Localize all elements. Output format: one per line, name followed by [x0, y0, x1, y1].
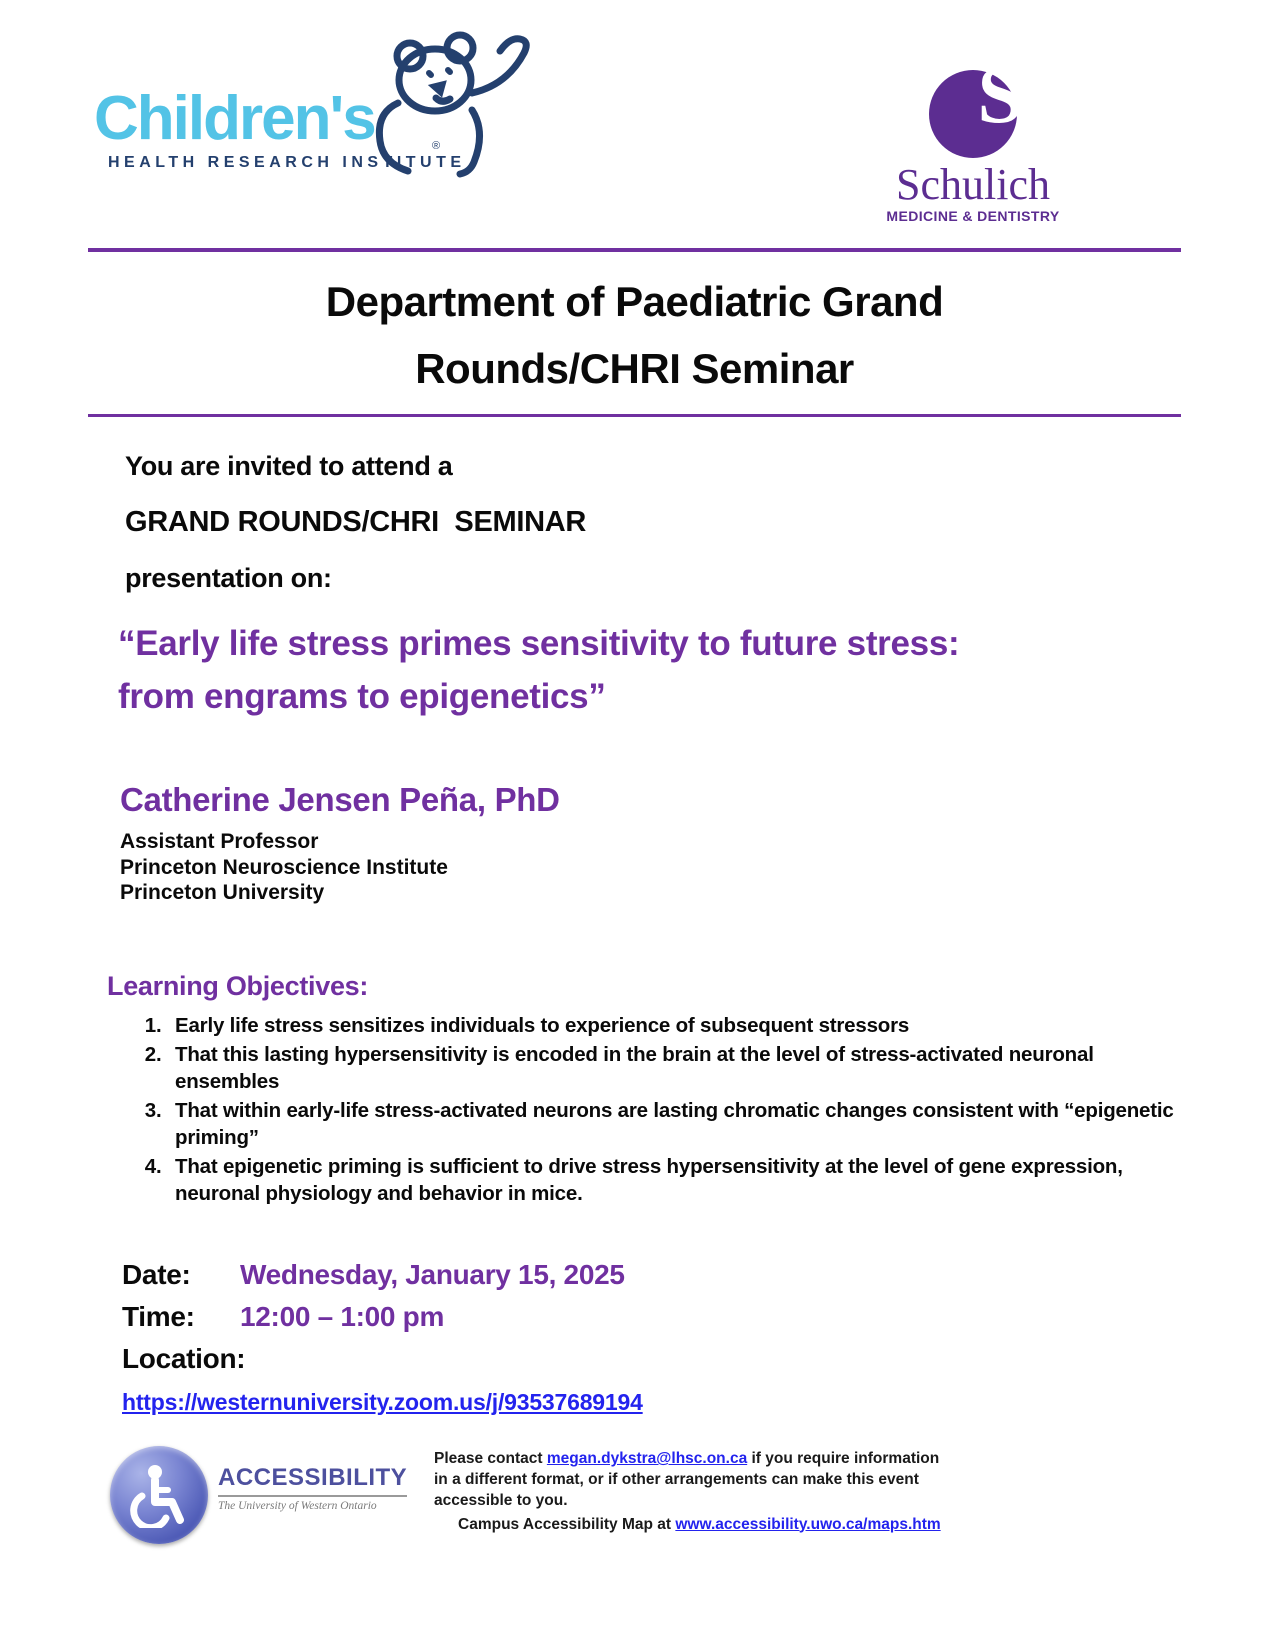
accessibility-sublabel: The University of Western Ontario	[218, 1500, 377, 1513]
event-details	[122, 1259, 1181, 1416]
invite-block	[125, 451, 1181, 594]
invite-line-3: presentation on:	[125, 563, 332, 594]
objectives-heading: Learning Objectives:	[107, 970, 369, 1001]
objective-item: 3. That within early-life stress-activated neurons are lasting chromatic changes consistent with “epigenetic priming”	[167, 1097, 1181, 1151]
registered-mark: ®	[432, 140, 441, 152]
objective-item: 2. That this lasting hypersensitivity is encoded in the brain at the level of stress-activated neuronal ensembles	[167, 1041, 1181, 1095]
divider-under-title	[88, 414, 1181, 417]
invite-line-2: GRAND ROUNDS/CHRI SEMINAR	[125, 506, 587, 539]
schulich-name: Schulich	[896, 160, 1050, 209]
bear-icon	[332, 18, 542, 188]
schulich-tagline: MEDICINE & DENTISTRY	[886, 208, 1060, 225]
date-value: Wednesday, January 15, 2025	[240, 1259, 625, 1291]
talk-title: “Early life stress primes sensitivity to future stress: from engrams to epigenetics”	[118, 624, 960, 716]
contact-text: Please contact megan.dykstra@lhsc.on.ca if you require information in a different format, or if other arrangements can make this event accessible to you.	[434, 1450, 940, 1510]
time-label: Time:	[122, 1301, 195, 1333]
accessibility-label: ACCESSIBILITY	[218, 1464, 407, 1497]
invite-line-1: You are invited to attend a	[125, 451, 453, 482]
speaker-institute: Princeton Neuroscience Institute	[120, 855, 448, 879]
speaker-university: Princeton University	[120, 880, 325, 904]
learning-objectives	[107, 971, 1181, 1207]
date-label: Date:	[122, 1259, 191, 1291]
speaker-block	[120, 781, 1181, 905]
header	[88, 0, 1181, 248]
accessibility-map-link[interactable]: www.accessibility.uwo.ca/maps.htm	[675, 1515, 941, 1533]
speaker-title: Assistant Professor	[120, 830, 319, 854]
chri-logo	[94, 84, 494, 172]
objective-item: 4. That epigenetic priming is sufficient to drive stress hypersensitivity at the level of gene expression, neuronal physiology and behavior in mice.	[167, 1153, 1181, 1207]
objective-item: 1. Early life stress sensitizes individuals to experience of subsequent stressors	[167, 1012, 1181, 1039]
page-title: Department of Paediatric Grand Rounds/CHRI Seminar	[325, 278, 944, 393]
time-value: 12:00 – 1:00 pm	[240, 1301, 445, 1333]
wheelchair-icon	[110, 1446, 208, 1544]
divider-top	[88, 248, 1181, 252]
accessibility-logo	[110, 1446, 440, 1544]
chri-tagline: HEALTH RESEARCH INSTITUTE	[108, 154, 466, 171]
schulich-logo	[873, 49, 1073, 225]
speaker-name: Catherine Jensen Peña, PhD	[120, 781, 560, 819]
footer	[88, 1446, 1181, 1544]
zoom-meeting-link[interactable]: https://westernuniversity.zoom.us/j/93537689194	[122, 1389, 643, 1416]
contact-email-link[interactable]: megan.dykstra@lhsc.on.ca	[546, 1450, 748, 1468]
chri-wordmark: Children's	[94, 84, 375, 153]
location-label: Location:	[122, 1343, 246, 1375]
contact-block	[434, 1446, 954, 1544]
schulich-s-icon: S	[929, 70, 1017, 158]
map-text: Campus Accessibility Map at www.accessibility.uwo.ca/maps.htm	[458, 1515, 941, 1533]
